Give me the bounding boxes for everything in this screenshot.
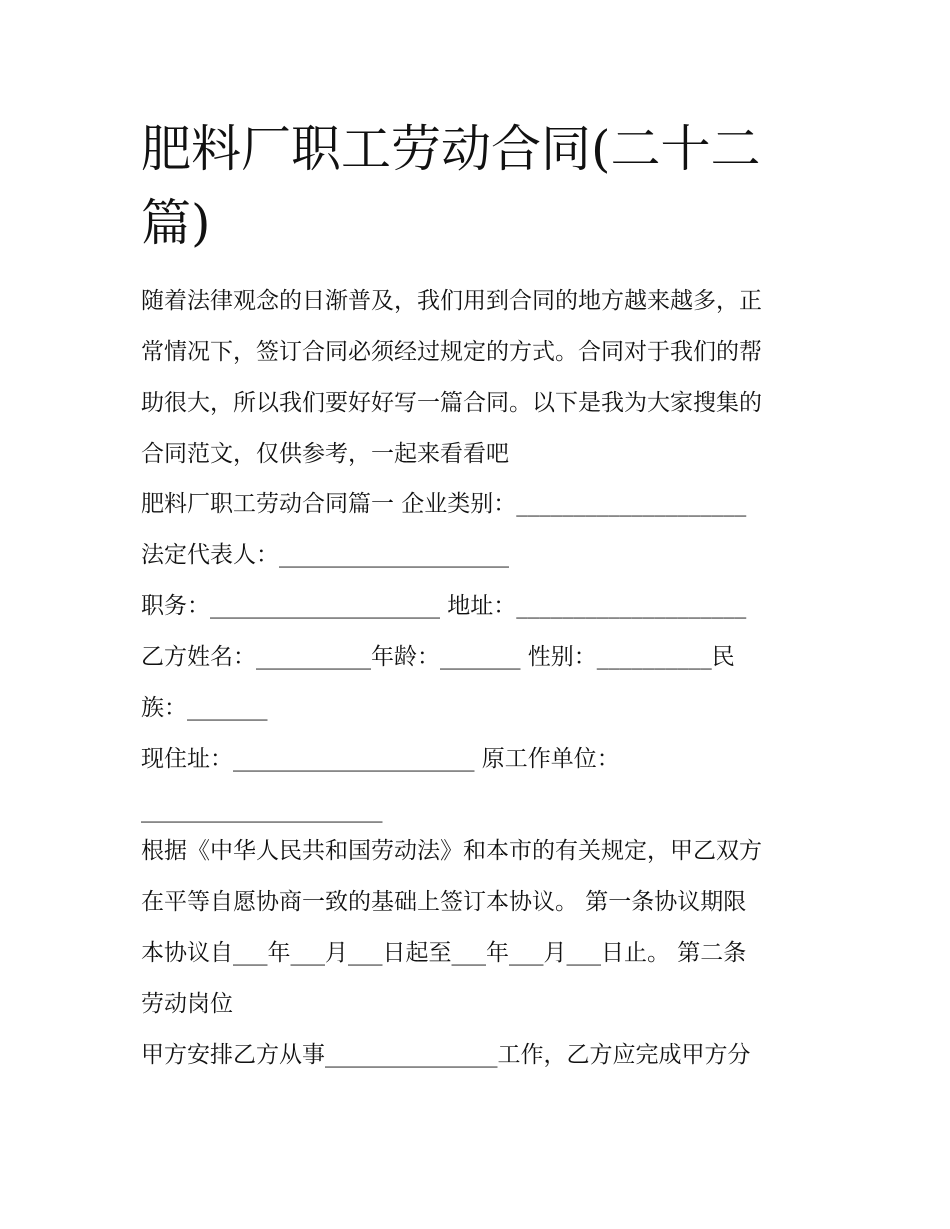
basis-line: 根据《中华人民共和国劳动法》和本市的有关规定，甲乙双方 <box>141 838 762 864</box>
legal-representative-line: 法定代表人：____________________ <box>141 542 509 568</box>
intro-paragraph <box>141 276 821 480</box>
current-address-line-2: _____________________ <box>141 797 383 823</box>
party-b-info-paragraph <box>141 632 821 734</box>
intro-line: 随着法律观念的日渐普及，我们用到合同的地方越来越多，正 <box>141 288 762 314</box>
current-address-paragraph <box>141 734 821 836</box>
part-one-header <box>141 479 821 530</box>
job-arrangement-line: 甲方安排乙方从事_______________工作，乙方应完成甲方分 <box>141 1042 751 1068</box>
title-line-1: 肥料厂职工劳动合同(二十二 <box>141 120 761 178</box>
basis-line: 本协议自___年___月___日起至___年___月___日止。 第二条 <box>141 940 747 966</box>
job-arrangement-paragraph <box>141 1030 821 1081</box>
basis-line: 劳动岗位 <box>141 991 233 1017</box>
party-b-info-line-2: 族：_______ <box>141 695 268 721</box>
party-b-info-line-1: 乙方姓名：__________年龄：_______ 性别：__________民 <box>141 644 735 670</box>
basis-line: 在平等自愿协商一致的基础上签订本协议。 第一条协议期限 <box>141 889 747 915</box>
position-address-paragraph <box>141 581 821 632</box>
position-address-line: 职务：____________________ 地址：____________________ <box>141 593 747 619</box>
agreement-basis-paragraph <box>141 826 821 1030</box>
document-title <box>141 112 821 260</box>
title-line-2: 篇) <box>141 194 211 252</box>
current-address-line-1: 现住址：_____________________ 原工作单位： <box>141 746 620 772</box>
intro-line: 助很大，所以我们要好好写一篇合同。以下是我为大家搜集的 <box>141 390 762 416</box>
enterprise-type-line: 肥料厂职工劳动合同篇一 企业类别：____________________ <box>141 491 747 517</box>
legal-representative-paragraph <box>141 530 821 581</box>
intro-line: 合同范文，仅供参考，一起来看看吧 <box>141 441 509 467</box>
intro-line: 常情况下，签订合同必须经过规定的方式。合同对于我们的帮 <box>141 339 762 365</box>
